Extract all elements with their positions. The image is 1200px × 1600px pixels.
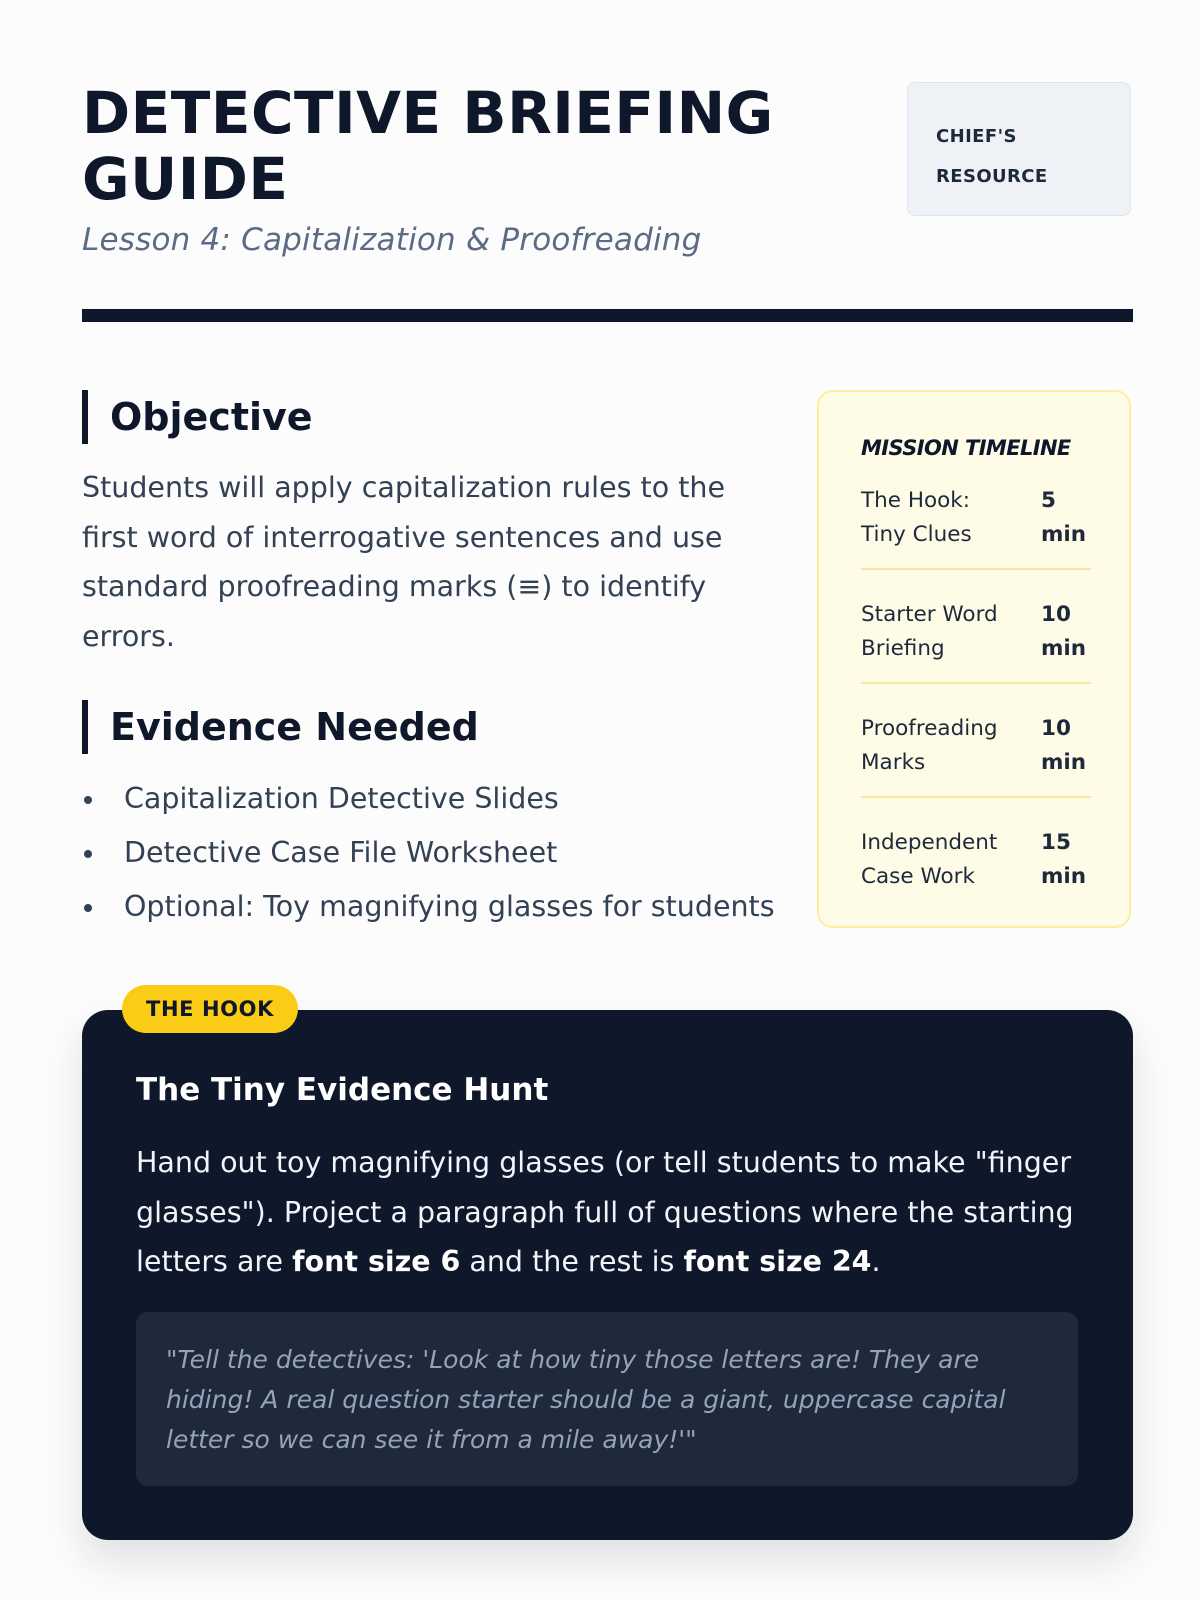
hook-card xyxy=(82,1010,1133,1540)
timeline-row xyxy=(861,484,1091,570)
header-divider xyxy=(82,309,1133,322)
objective-text: Students will apply capitalization rules to the first word of interrogative sentences and use standard proofreading marks (≡) to identify errors. xyxy=(82,471,725,653)
timeline-step-duration: 10 min xyxy=(1041,716,1087,775)
timeline-row xyxy=(861,826,1091,910)
timeline-row xyxy=(861,598,1091,684)
list-item xyxy=(82,880,775,934)
lesson-subtitle: Lesson 4: Capitalization & Proofreading xyxy=(82,222,702,258)
timeline-step-duration: 15 min xyxy=(1041,830,1087,889)
timeline-title: MISSION TIMELINE xyxy=(861,436,1071,460)
evidence-item-label: Detective Case File Worksheet xyxy=(124,836,558,869)
list-item xyxy=(82,772,775,826)
hook-emphasis: font size 24 xyxy=(683,1245,872,1278)
bullet-icon xyxy=(84,904,92,912)
timeline-step-label: Proofreading Marks xyxy=(861,716,998,775)
mission-timeline-card xyxy=(817,390,1131,928)
evidence-heading: Evidence Needed xyxy=(82,700,479,754)
timeline-step-duration: 10 min xyxy=(1041,602,1087,661)
timeline-row xyxy=(861,712,1091,798)
hook-body-text: . xyxy=(871,1245,881,1278)
briefing-page xyxy=(82,0,1133,1600)
bullet-icon xyxy=(84,796,92,804)
bullet-icon xyxy=(84,850,92,858)
chiefs-resource-badge: CHIEF'S RESOURCE xyxy=(907,82,1131,216)
page-title: DETECTIVE BRIEFING GUIDE xyxy=(82,79,774,213)
timeline-step-label: Independent Case Work xyxy=(861,830,998,889)
hook-tag: THE HOOK xyxy=(122,985,298,1033)
evidence-item-label: Optional: Toy magnifying glasses for students xyxy=(124,890,775,923)
hook-quote: "Tell the detectives: 'Look at how tiny those letters are! They are hiding! A real question starter should be a giant, uppercase capital letter so we can see it from a mile away!'" xyxy=(136,1312,1078,1486)
hook-emphasis: font size 6 xyxy=(292,1245,461,1278)
list-item xyxy=(82,826,775,880)
objective-heading: Objective xyxy=(82,390,313,444)
timeline-step-label: The Hook: Tiny Clues xyxy=(861,488,972,547)
timeline-step-label: Starter Word Briefing xyxy=(861,602,998,661)
hook-body-text: Hand out toy magnifying glasses (or tell students to make "finger glasses"). Project a paragraph full of questions where the starting letters are xyxy=(136,1146,1074,1278)
hook-body-text: and the rest is xyxy=(460,1245,684,1278)
hook-title: The Tiny Evidence Hunt xyxy=(136,1072,549,1108)
evidence-item-label: Capitalization Detective Slides xyxy=(124,782,559,815)
evidence-list xyxy=(82,772,775,934)
timeline-step-duration: 5 min xyxy=(1041,488,1087,547)
hook-body xyxy=(136,1138,1086,1287)
